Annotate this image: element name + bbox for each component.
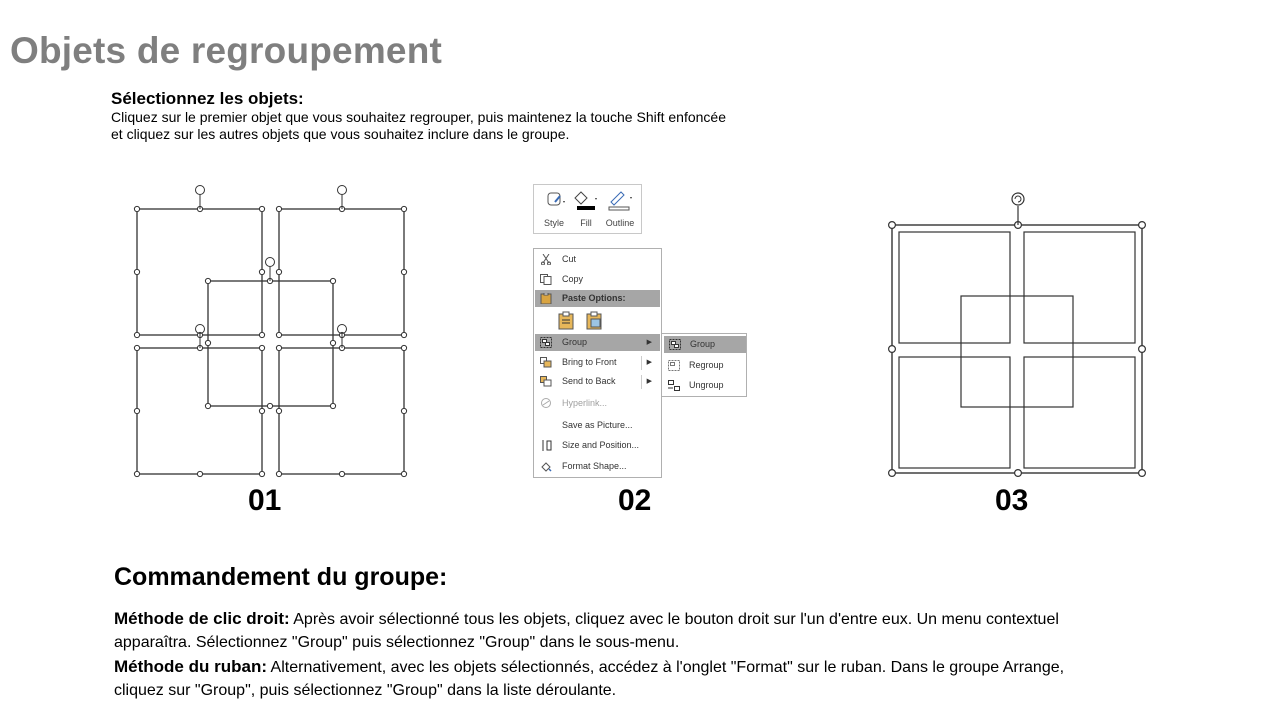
figure-01-handles (134, 206, 406, 476)
submenu-item-ungroup[interactable]: Ungroup (663, 377, 745, 394)
send-back-icon (540, 376, 552, 387)
context-menu (533, 248, 662, 478)
menu-item-cut[interactable]: Cut (535, 251, 660, 268)
select-body: Cliquez sur le premier objet que vous souhaitez regrouper, puis maintenez la touche Shift enfoncée et cliquez sur les autres objets que vous souhaitez inclure dans le groupe. (111, 109, 726, 142)
format-ribbon-group (533, 184, 642, 234)
menu-item-send-to-back[interactable]: Send to Back ▶ (535, 373, 660, 390)
menu-separator (641, 356, 642, 370)
right-click-method-label: Méthode de clic droit: (114, 609, 290, 628)
outline-button[interactable] (604, 188, 636, 228)
ribbon-method-label: Méthode du ruban: (114, 657, 267, 676)
submenu-item-regroup[interactable]: Regroup (663, 357, 745, 374)
group-icon (540, 337, 552, 348)
ribbon-method (114, 655, 1114, 702)
menu-header-paste-options: Paste Options: (535, 290, 660, 307)
clipboard-icon (540, 293, 552, 304)
format-shape-icon (540, 461, 552, 472)
fill-button[interactable] (570, 188, 602, 228)
right-click-method-text: Après avoir sélectionné tous les objets, cliquez avec le bouton droit sur l'un d'entre eux. Un menu contextuel apparaîtra. Sélectionnez "Group" puis sélectionnez "Group" dans le sous-menu. (114, 611, 1059, 651)
figure-03-rotate-handle (1012, 193, 1024, 225)
hyperlink-icon (540, 398, 552, 409)
command-heading: Commandement du groupe: (114, 563, 448, 591)
style-label: Style (543, 218, 564, 228)
menu-item-size-and-position[interactable]: Size and Position... (535, 437, 660, 454)
figure-03-grouped-shapes (892, 225, 1142, 473)
outline-label: Outline (605, 218, 635, 228)
size-position-icon (540, 440, 552, 451)
paste-keep-formatting-icon[interactable] (556, 311, 578, 331)
menu-item-save-as-picture[interactable]: Save as Picture... (562, 420, 633, 430)
pen-outline-icon (606, 188, 634, 212)
ungroup-icon (668, 380, 680, 391)
fill-label: Fill (580, 218, 592, 228)
shape-style-icon (542, 188, 566, 210)
menu-separator (641, 375, 642, 389)
step-number-02: 02 (618, 484, 652, 517)
menu-item-group[interactable]: Group ▶ (535, 334, 660, 351)
menu-item-hyperlink[interactable]: Hyperlink... (535, 395, 660, 412)
submenu-arrow-icon: ▶ (646, 359, 652, 366)
menu-item-format-shape[interactable]: Format Shape... (535, 458, 660, 475)
submenu-item-group[interactable]: Group (664, 336, 746, 353)
group-submenu (661, 333, 747, 397)
submenu-arrow-icon: ▶ (646, 339, 652, 346)
regroup-icon (668, 360, 680, 371)
scissors-icon (540, 254, 552, 265)
menu-item-bring-to-front[interactable]: Bring to Front ▶ (535, 354, 660, 371)
step-number-03: 03 (995, 484, 1029, 517)
copy-icon (540, 274, 552, 285)
page-title: Objets de regroupement (10, 30, 443, 71)
menu-item-copy[interactable]: Copy (535, 271, 660, 288)
step-number-01: 01 (248, 484, 282, 517)
figure-03-handles (889, 222, 1146, 477)
paste-picture-icon[interactable] (584, 311, 606, 331)
figure-01-rotate-handles (196, 186, 347, 349)
select-heading: Sélectionnez les objets: (111, 89, 304, 108)
right-click-method (114, 607, 1114, 654)
group-icon (669, 339, 681, 350)
submenu-arrow-icon: ▶ (646, 378, 652, 385)
style-button[interactable] (538, 188, 570, 228)
bring-front-icon (540, 357, 552, 368)
paint-bucket-icon (573, 188, 599, 212)
ribbon-method-text: Alternativement, avec les objets sélectionnés, accédez à l'onglet "Format" sur le ruban. Dans le groupe Arrange, cliquez sur "Group", puis sélectionnez "Group" dans la liste déroulante. (114, 659, 1065, 699)
paste-option-buttons (556, 311, 616, 333)
figure-01-separate-shapes (137, 209, 404, 474)
